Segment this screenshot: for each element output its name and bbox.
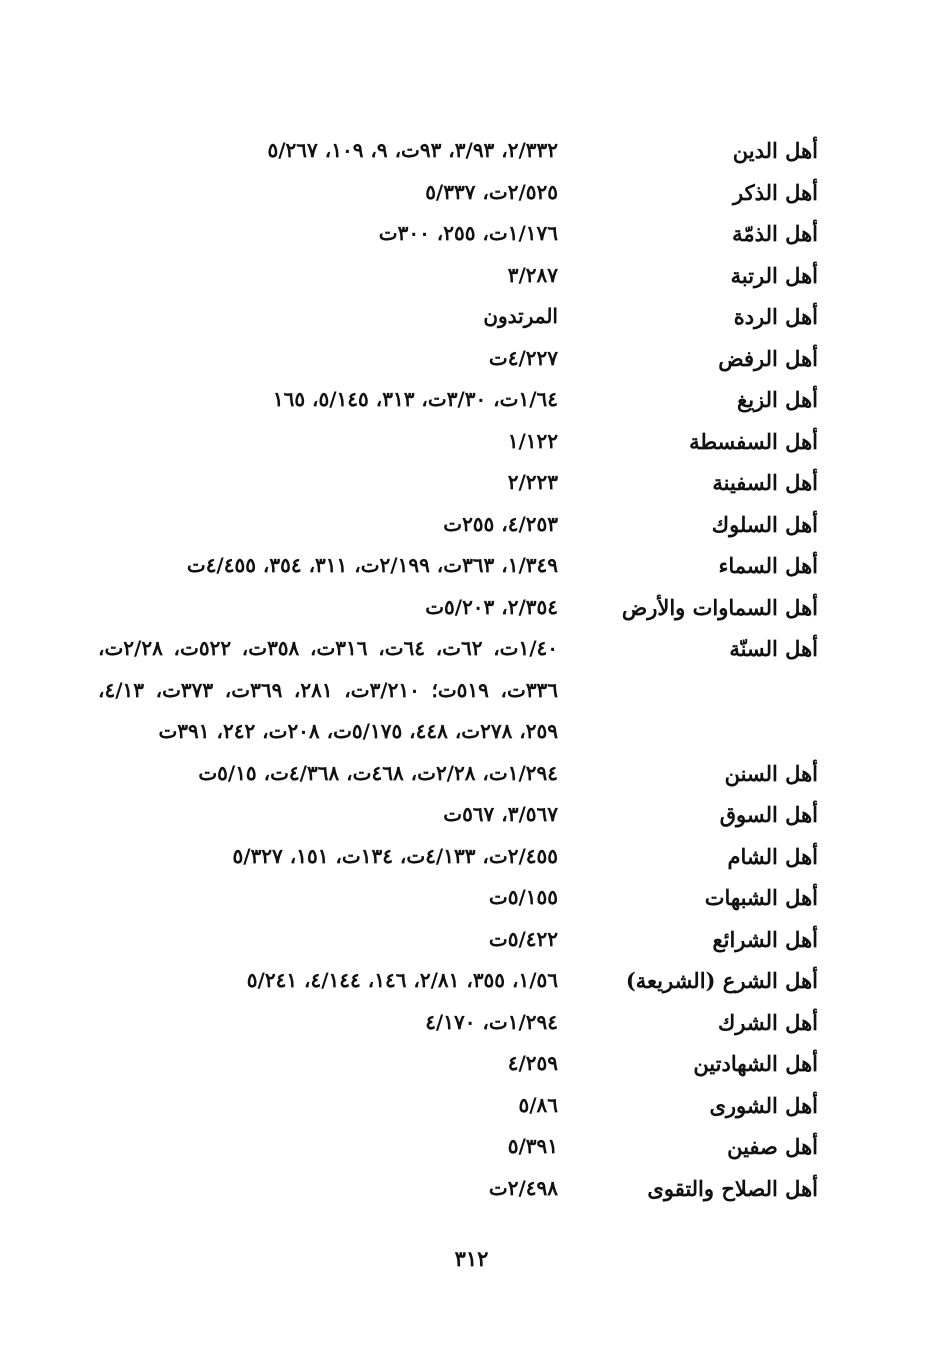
index-term: أهل الشرك: [718, 1009, 818, 1035]
index-entries: [0, 130, 943, 1209]
index-term: أهل الشهادتين: [693, 1051, 818, 1076]
index-entry: [0, 255, 943, 297]
index-entry: [0, 462, 943, 504]
index-entry: [0, 877, 943, 919]
index-term: أهل السماوات والأرض: [621, 594, 818, 620]
index-references: ٢/٥٢٥ت، ٥/٣٣٧: [425, 179, 558, 204]
index-references: ٤/٢٥٩: [507, 1051, 558, 1075]
index-references: ١/٤٠ت، ٦٢ت، ٦٤ت، ٣١٦ت، ٣٥٨ت، ٥٢٢ت، ٢/٢٨ت، ٣٣٦ت، ٥١٩ت؛ ٣/٢١٠ت، ٢٨١، ٣٦٩ت، ٣٧٣ت، ٤/١٣، ٢٥٩، ٢٧٨ت، ٤٤٨، ٥/١٧٥ت، ٢٠٨ت، ٢٤٢، ٣٩١ت: [98, 636, 559, 743]
index-term: أهل الرفض: [718, 345, 818, 371]
index-entry: [0, 130, 943, 172]
index-entry: [0, 504, 943, 546]
index-entry: [0, 753, 943, 795]
index-term: أهل الشرع (الشريعة): [625, 968, 818, 993]
index-term: أهل السفينة: [712, 470, 818, 495]
index-entry: [0, 338, 943, 380]
page-number: ٣١٢: [454, 1246, 489, 1271]
index-references: ١/٢٩٤ت، ٢/٢٨ت، ٤٦٨ت، ٤/٣٦٨ت، ٥/١٥ت: [198, 760, 558, 785]
index-term: أهل السوق: [719, 802, 818, 827]
index-entry: [0, 545, 943, 587]
index-entry: [0, 836, 943, 878]
index-term: أهل الردة: [733, 304, 818, 329]
index-term: أهل الدين: [732, 138, 818, 163]
index-references: ٢/٣٣٢، ٣/٩٣، ٩٣ت، ٩، ١٠٩، ٥/٢٦٧: [267, 138, 558, 162]
index-term: أهل السلوك: [711, 511, 818, 537]
index-references: ٢/٤٩٨ت: [488, 1175, 558, 1200]
index-references: ١/٥٦، ٣٥٥، ٢/٨١، ١٤٦، ٤/١٤٤، ٥/٢٤١: [246, 968, 558, 992]
index-entry: [0, 1168, 943, 1210]
index-term: أهل السنن: [724, 760, 818, 786]
index-term: أهل الذكر: [733, 179, 818, 205]
index-entry: [0, 1002, 943, 1044]
index-term: أهل الرتبة: [730, 262, 818, 288]
index-term: أهل الشرائع: [712, 926, 818, 952]
index-references: ١/١٢٢: [507, 428, 558, 453]
index-term: أهل السماء: [718, 553, 818, 578]
index-entry: [0, 960, 943, 1002]
index-references: ١/٦٤ت، ٣/٣٠ت، ٣١٣، ٥/١٤٥، ١٦٥: [272, 387, 558, 411]
index-references: ٤/٢٥٣، ٢٥٥ت: [443, 511, 558, 536]
index-term: أهل الصلاح والتقوى: [647, 1175, 818, 1201]
index-references: ٥/٨٦: [518, 1092, 558, 1117]
index-term: أهل السفسطة: [689, 428, 818, 454]
index-term: أهل الذمّة: [732, 221, 818, 246]
index-references: ٥/٣٩١: [507, 1134, 558, 1158]
index-references: ٢/٣٥٤، ٥/٢٠٣ت: [425, 594, 558, 619]
index-references: المرتدون: [483, 304, 558, 328]
index-entry: [0, 172, 943, 214]
index-entry: [0, 1043, 943, 1085]
index-entry: [0, 421, 943, 463]
index-term: أهل الشبهات: [704, 885, 818, 910]
index-entry: [0, 1126, 943, 1168]
index-term: أهل الزيغ: [737, 387, 818, 412]
index-term: أهل الشام: [727, 843, 818, 869]
index-entry: [0, 628, 943, 753]
index-references: ٣/٢٨٧: [507, 262, 558, 287]
index-references: ٥/١٥٥ت: [488, 885, 558, 909]
index-entry: [0, 1085, 943, 1127]
index-entry: [0, 379, 943, 421]
index-entry: [0, 587, 943, 629]
index-term: أهل صفين: [727, 1134, 818, 1159]
index-references: ١/١٧٦ت، ٢٥٥، ٣٠٠ت: [378, 221, 558, 245]
index-term: أهل الشورى: [709, 1092, 818, 1118]
index-term: أهل السنّة: [729, 636, 818, 661]
index-references: ١/٣٤٩، ٣٦٣ت، ٢/١٩٩ت، ٣١١، ٣٥٤، ٤/٤٥٥ت: [186, 553, 558, 577]
index-references: ٥/٤٢٢ت: [488, 926, 558, 951]
index-references: ٢/٢٢٣: [507, 470, 558, 494]
index-entry: [0, 296, 943, 338]
index-entry: [0, 919, 943, 961]
index-entry: [0, 213, 943, 255]
index-references: ٢/٤٥٥ت، ٤/١٣٣ت، ١٣٤ت، ١٥١، ٥/٣٢٧: [232, 843, 558, 868]
index-entry: [0, 794, 943, 836]
index-references: ٤/٢٢٧ت: [488, 345, 558, 370]
index-references: ١/٢٩٤ت، ٤/١٧٠: [425, 1009, 558, 1034]
index-references: ٣/٥٦٧، ٥٦٧ت: [443, 802, 558, 826]
